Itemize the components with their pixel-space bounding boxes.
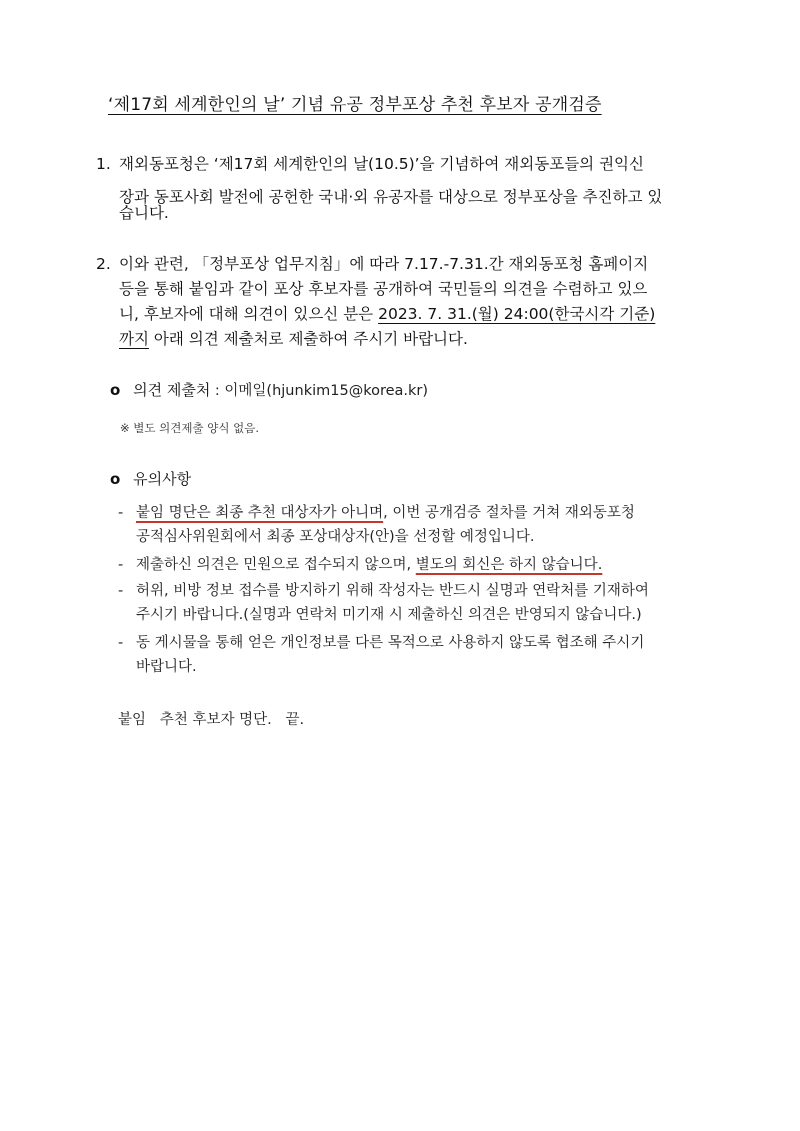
- paragraph-2-line-2: 등을 통해 붙임과 같이 포상 후보자를 공개하여 국민들의 의견을 수렴하고 있으: [119, 280, 648, 298]
- submission-bullet: o: [110, 381, 121, 399]
- note-3-line-1: 허위, 비방 정보 접수를 방지하기 위해 작성자는 반드시 실명과 연락처를 기재하여: [136, 583, 649, 599]
- deadline-until-underlined: 까지: [119, 330, 149, 348]
- submission-email: : 이메일(hjunkim15@korea.kr): [210, 383, 429, 399]
- notes-bullet: o: [110, 470, 121, 488]
- note-4-dash: -: [118, 635, 124, 651]
- paragraph-1-line-2: 장과 동포사회 발전에 공헌한 국내·외 유공자를 대상으로 정부포상을 추진하고 있: [119, 188, 663, 206]
- note-2-plain: 제출하신 의견은 민원으로 접수되지 않으며,: [136, 557, 416, 573]
- deadline-underlined: 2023. 7. 31.(월) 24:00(한국시각 기준): [378, 305, 656, 323]
- paragraph-1-number: 1.: [96, 155, 111, 173]
- note-1-line-2: 공적심사위원회에서 최종 포상대상자(안)을 선정할 예정입니다.: [136, 529, 535, 545]
- submission-label: 의견 제출처: [133, 381, 211, 399]
- submission-row: [110, 379, 428, 400]
- paragraph-1-line-3-text: 습니다.: [119, 204, 169, 222]
- note-2-underlined: 별도의 회신은 하지 않습니다.: [415, 557, 603, 573]
- document-title: ‘제17회 세계한인의 날’ 기념 유공 정부포상 추천 후보자 공개검증: [108, 95, 602, 115]
- note-2-line-1: [136, 553, 602, 577]
- note-3-line-2: 주시기 바랍니다.(실명과 연락처 미기재 시 제출하신 의견은 반영되지 않습니다.): [136, 607, 642, 623]
- note-4-line-2: 바랍니다.: [136, 659, 197, 675]
- submission-note: ※ 별도 의견제출 양식 없음.: [120, 421, 260, 435]
- note-1-line-1: [136, 501, 635, 525]
- notes-heading-row: [110, 468, 191, 489]
- note-4-line-1: 동 게시물을 통해 얻은 개인정보를 다른 목적으로 사용하지 않도록 협조해 주시기: [136, 635, 645, 651]
- paragraph-1-line-1: 재외동포청은 ‘제17회 세계한인의 날(10.5)’을 기념하여 재외동포들의 권익신: [119, 155, 644, 173]
- paragraph-2-line-3-plain: 니, 후보자에 대해 의견이 있으신 분은: [119, 305, 379, 323]
- note-1-dash: -: [118, 505, 124, 521]
- note-1-rest: , 이번 공개검증 절차를 거쳐 재외동포청: [383, 505, 635, 521]
- paragraph-2-line-1: 이와 관련, 「정부포상 업무지침」에 따라 7.17.-7.31.간 재외동포청 홈페이지: [119, 255, 649, 273]
- attachment-line: 붙임 추천 후보자 명단. 끝.: [118, 712, 305, 728]
- note-3-dash: -: [118, 583, 124, 599]
- notes-heading: 유의사항: [133, 470, 192, 488]
- note-1-underlined: 붙임 명단은 최종 추천 대상자가 아니며: [136, 505, 384, 521]
- paragraph-2-line-4-plain: 아래 의견 제출처로 제출하여 주시기 바랍니다.: [148, 330, 468, 348]
- paragraph-2-line-4: [119, 323, 468, 356]
- paragraph-2-number: 2.: [96, 255, 111, 273]
- note-2-dash: -: [118, 557, 124, 573]
